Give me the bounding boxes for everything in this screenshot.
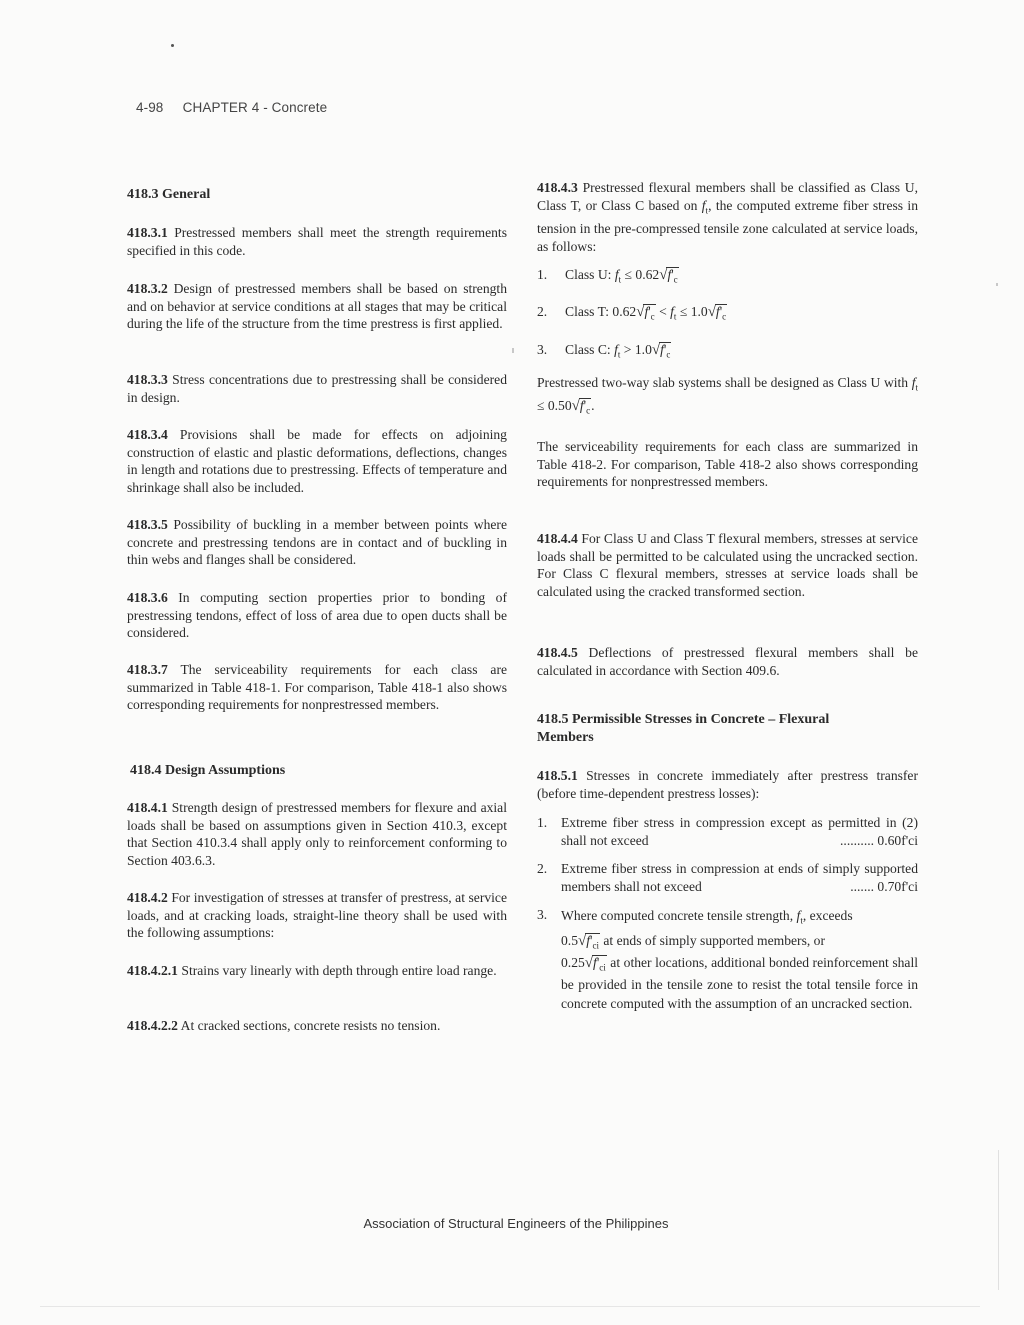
paragraph-418-4-2-2: 418.4.2.2 At cracked sections, concrete resists no tension. <box>127 1018 441 1033</box>
paragraph-418-4-1: 418.4.1 Strength design of prestressed members for flexure and axial loads shall be based on assumptions given in Section 410.3, except that Section 410.3.4 shall apply only to reinforcement conforming to Section 403.6.3. <box>127 800 507 868</box>
paragraph-418-5-1: 418.5.1 Stresses in concrete immediately after prestress transfer (before time-dependent prestress losses): <box>537 768 918 801</box>
paragraph-418-4-5: 418.4.5 Deflections of prestressed flexural members shall be calculated in accordance with Section 409.6. <box>537 645 918 678</box>
scan-edge-mark <box>998 1150 999 1290</box>
page-footer: Association of Structural Engineers of the Philippines <box>363 1216 669 1231</box>
paragraph-serviceability: The serviceability requirements for each class are summarized in Table 418-2. For comparison, Table 418-2 also shows corresponding requirements for nonprestressed members. <box>537 439 918 490</box>
section-heading-418-4: 418.4 Design Assumptions <box>130 763 286 778</box>
paragraph-418-3-5: 418.3.5 Possibility of buckling in a member between points where concrete and prestressing tendons are in contact and of buckling in thin webs and flanges shall be considered. <box>127 517 507 568</box>
section-heading-418-3: 418.3 General <box>127 187 211 202</box>
paragraph-418-4-3: 418.4.3 Prestressed flexural members shall be classified as Class U, Class T, or Class C based on $f_t$, the computed extreme fiber stress in tension in the pre-compressed tensile zone calculated at service loads, as follows: <box>537 180 918 254</box>
paragraph-418-3-2: 418.3.2 Design of prestressed members shall be based on strength and on behavior at service conditions at all stages that may be critical during the life of the structure from the time prestress is first applied. <box>127 281 507 332</box>
document-page: 4-98 CHAPTER 4 - Concrete 418.3 General 418.3.1 Prestressed members shall meet the strength requirements specified in this code. 418.3.2 Design of prestressed members shall be based on strength and on behavior at service conditions at all stages that may be critical during the life of the structure from the time prestress is first applied. 418.3.3 Stress concentrations due to prestressing shall be considered in design. 418.3.4 Provisions shall be made for effects on adjoining construction of elastic and plastic deformations, deflections, changes in length and rotations due to prestressing. Effects of temperature and shrinkage shall also be included. 418.3.5 Possibility of buckling in a member between points where concrete and prestressing tendons are in contact and of buckling in thin webs and flanges shall be considered. 418.3.6 In computing section properties prior to bonding of prestressing tendons, effect of loss of area due to open ducts shall be considered. 418.3.7 The serviceability requirements for each class are summarized in Table 418-1. For comparison, Table 418-1 also shows corresponding requirements for nonprestressed members. 418.4 Design Assumptions 418.4.1 Strength design of prestressed members for flexure and axial loads shall be based on assumptions given in Section 410.3, except that Section 410.3.4 shall apply only to reinforcement conforming to Section 403.6.3. 418.4.2 For investigation of stresses at transfer of prestress, at service loads, and at cracking loads, straight-line theory shall be used with the following assumptions: 418.4.2.1 Strains vary linearly with depth through entire load range. 418.4.2.2 At cracked sections, concrete resists no tension. 418.4.3 Prestressed flexural members shall be classified as Class U, Class T, or Class C based on $f_t$, the computed extreme fiber stress in tension in the pre-compressed tensile zone calculated at service loads, as follows: 1. Class U: $f_t \le 0.62√f'_c$ 2. Class T: $0.62√f'_c < f_t \le 1.0√f'_c$ 3. Class C: $f_t > 1.0√f'_c$ Prestressed two-way slab systems shall be designed as Class U with $f_t \le 0.50√f'_c$. The serviceability requirements for each class are summarized in Table 418-2. For comparison, Table 418-2 also shows corresponding requirements for nonprestressed members. 418.4.4 For Class U and Class T flexural members, stresses at service loads shall be permitted to be calculated using the uncracked section. For Class C flexural members, stresses at service loads shall be calculated using the cracked transformed section. 418.4.5 Deflections of prestressed flexural members shall be calculated in accordance with Section 409.6. 418.5 Permissible Stresses in Concrete – Flexural Members 418.5.1 Stresses in concrete immediately after prestress transfer (before time-dependent prestress losses): 1. Extreme fiber stress in compression except as permitted in (2) shall not exceed .......... 0.60f'ci 2. Extreme fiber stress in compression at ends of simply supported members shall not exceed ....... 0.70f'ci 3. Where computed concrete tensile strength, $f_t$, exceeds $0.5√f'_{ci}$ at ends of simply supported members, or $0.25√f'_{ci}$ at other locations, additional bonded reinforcement shall be provided in the tensile zone to resist the total tensile force in concrete computed with the assumption of an uncracked section. Association of Structural Engineers of the Philippines <box>0 0 1024 1325</box>
scan-edge-mark <box>40 1306 980 1307</box>
paragraph-418-4-2-1: 418.4.2.1 Strains vary linearly with depth through entire load range. <box>127 963 497 978</box>
paragraph-418-3-1: 418.3.1 Prestressed members shall meet the strength requirements specified in this code. <box>127 225 507 258</box>
paragraph-418-3-6: 418.3.6 In computing section properties prior to bonding of prestressing tendons, effect of loss of area due to open ducts shall be considered. <box>127 590 507 641</box>
scan-speck <box>171 44 174 47</box>
paragraph-418-3-3: 418.3.3 Stress concentrations due to prestressing shall be considered in design. <box>127 372 507 405</box>
scan-speck <box>996 283 998 286</box>
page-header: 4-98 CHAPTER 4 - Concrete <box>136 100 328 115</box>
paragraph-418-4-4: 418.4.4 For Class U and Class T flexural members, stresses at service loads shall be permitted to be calculated using the uncracked section. For Class C flexural members, stresses at service loads shall be calculated using the cracked transformed section. <box>537 531 918 599</box>
paragraph-two-way-slab: Prestressed two-way slab systems shall be designed as Class U with $f_t \le 0.50√f'_c$. <box>537 375 918 417</box>
paragraph-418-3-4: 418.3.4 Provisions shall be made for effects on adjoining construction of elastic and plastic deformations, deflections, changes in length and rotations due to prestressing. Effects of temperature and shrinkage shall also be included. <box>127 427 507 495</box>
paragraph-418-3-7: 418.3.7 The serviceability requirements for each class are summarized in Table 418-1. For comparison, Table 418-1 also shows corresponding requirements for nonprestressed members. <box>127 662 507 713</box>
scan-speck <box>512 348 514 353</box>
paragraph-418-4-2: 418.4.2 For investigation of stresses at transfer of prestress, at service loads, and at cracking loads, straight-line theory shall be used with the following assumptions: <box>127 890 507 941</box>
section-heading-418-5: 418.5 Permissible Stresses in Concrete – Flexural Members <box>537 712 830 745</box>
